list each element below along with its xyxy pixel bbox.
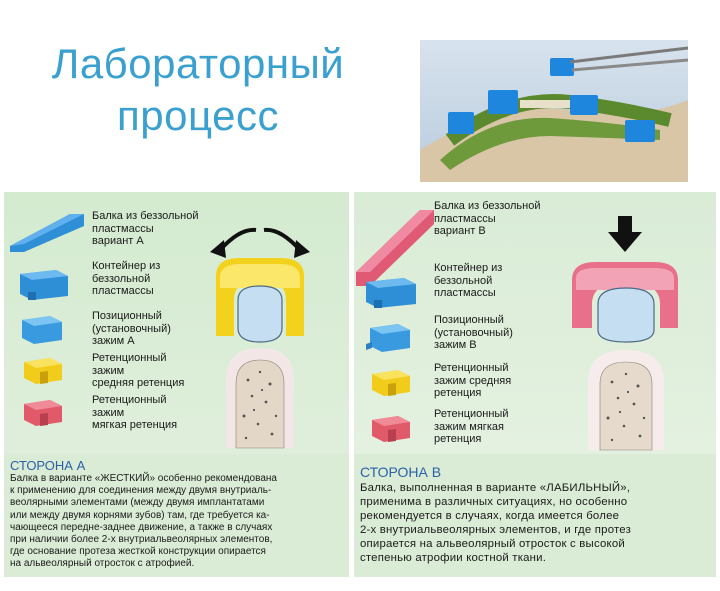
label-container-b: Контейнер из беззольной пластмассы [434, 262, 503, 299]
positioning-clip-icon [18, 312, 66, 346]
soft-retention-clip-icon [368, 410, 414, 444]
positioning-clip-icon [366, 318, 414, 354]
label-soft-retention-a: Ретенционный зажим мягкая ретенция [92, 394, 178, 431]
page-title [48, 38, 348, 142]
lab-model-photo [420, 40, 688, 182]
label-medium-retention-a: Ретенционный зажим средняя ретенция [92, 352, 185, 389]
title-line-2: процесс [117, 92, 279, 139]
side-a-panel [4, 192, 349, 577]
label-beam-a: Балка из беззольной пластмассы вариант А [92, 210, 199, 247]
side-a-description: Балка в варианте «ЖЕСТКИЙ» особенно рекомендована к применению для соединения между двумя внутриаль- веолярными элементами (между двумя имплантатами или между двумя корнями зубов) там, где требуется ка- чающееся передне-заднее движение, а также в случаях при наличии более 2-х внутриальвеолярных элементов, где основание протеза жесткой конструкции опирается на альвеолярный отросток с атрофией. [10, 473, 277, 570]
label-positioning-a: Позиционный (установочный) зажим А [92, 310, 171, 347]
label-beam-b: Балка из беззольной пластмассы вариант В [434, 200, 541, 237]
label-soft-retention-b: Ретенционный зажим мягкая ретенция [434, 408, 509, 445]
rigid-beam-diagram [200, 220, 320, 450]
side-a-heading: СТОРОНА А [10, 458, 86, 473]
medium-retention-clip-icon [368, 364, 414, 398]
side-b-description: Балка, выполненная в варианте «ЛАБИЛЬНЫЙ», применима в различных ситуациях, но особенно рекомендуется в случаях, когда имеется более 2-х внутриальвеолярных элементов, и где протез опирается на альвеолярный отросток с высокой степенью атрофии костной ткани. [360, 482, 631, 564]
label-container-a: Контейнер из беззольной пластмассы [92, 260, 161, 297]
side-b-panel [354, 192, 716, 577]
medium-retention-clip-icon [20, 352, 66, 386]
label-medium-retention-b: Ретенционный зажим средняя ретенция [434, 362, 512, 399]
beam-icon [10, 206, 90, 252]
labile-beam-diagram [566, 212, 686, 452]
label-positioning-b: Позиционный (установочный) зажим В [434, 314, 513, 351]
title-line-1: Лабораторный [51, 40, 345, 87]
container-icon [362, 274, 422, 312]
soft-retention-clip-icon [20, 394, 66, 428]
side-b-heading: СТОРОНА В [360, 464, 442, 480]
container-icon [16, 266, 72, 302]
